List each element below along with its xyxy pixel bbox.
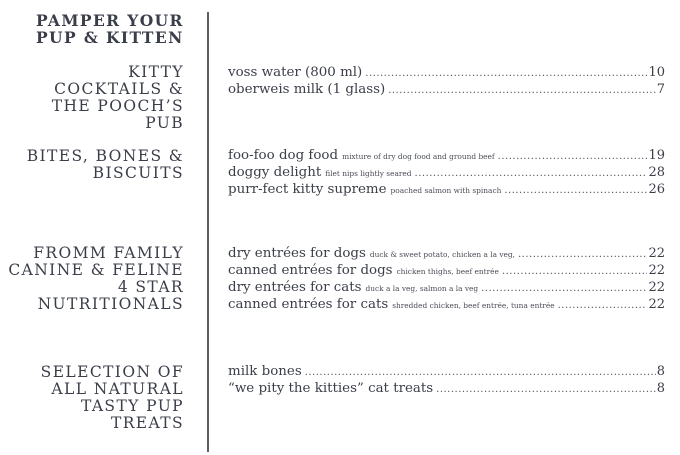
menu-item: [228, 64, 665, 81]
menu-item: [228, 363, 665, 380]
section-title-drinks: KITTY COCKTAILS & THE POOCH’S PUB: [51, 63, 184, 132]
item-description: mixture of dry dog food and ground beef: [342, 152, 495, 161]
item-leader: [502, 263, 648, 280]
section-items-drinks: [228, 64, 665, 98]
item-leader: [498, 148, 648, 165]
item-price: 28: [648, 165, 665, 180]
item-price: 8: [656, 364, 665, 379]
menu-item: [228, 164, 665, 181]
item-price: 26: [648, 182, 665, 197]
menu-divider: [207, 12, 209, 452]
section-title-treats: SELECTION OF ALL NATURAL TASTY PUP TREATS: [40, 363, 184, 432]
item-leader: [504, 182, 647, 199]
item-price: 22: [648, 280, 665, 295]
item-leader: [436, 381, 656, 398]
page-title: PAMPER YOUR PUP & KITTEN: [36, 11, 184, 47]
item-description: duck a la veg, salmon a la veg: [365, 284, 479, 293]
item-description: duck & sweet potato, chicken a la veg,: [369, 250, 515, 259]
menu-item: [228, 245, 665, 262]
menu-item: [228, 279, 665, 296]
item-name: milk bones: [228, 364, 302, 379]
item-name: doggy delight: [228, 165, 322, 180]
item-price: 22: [648, 297, 665, 312]
menu-item: [228, 262, 665, 279]
menu-item: [228, 380, 665, 397]
item-description: shredded chicken, beef entrée, tuna entrée: [392, 301, 555, 310]
item-name: “we pity the kitties” cat treats: [228, 381, 434, 396]
section-items-treats: [228, 363, 665, 397]
item-price: 19: [648, 148, 665, 163]
section-title-bites: BITES, BONES & BISCUITS: [26, 147, 184, 182]
item-name: oberweis milk (1 glass): [228, 82, 386, 97]
item-leader: [305, 364, 656, 381]
item-leader: [365, 65, 647, 82]
item-price: 10: [648, 65, 665, 80]
item-description: poached salmon with spinach: [390, 186, 502, 195]
item-name: foo-foo dog food: [228, 148, 339, 163]
item-name: dry entrées for dogs: [228, 246, 366, 261]
item-leader: [415, 165, 648, 182]
item-name: dry entrées for cats: [228, 280, 362, 295]
section-items-bites: [228, 147, 665, 198]
section-title-fromm: FROMM FAMILY CANINE & FELINE 4 STAR NUTRITIONALS: [8, 244, 184, 313]
item-price: 8: [656, 381, 665, 396]
item-name: canned entrées for cats: [228, 297, 389, 312]
item-name: voss water (800 ml): [228, 65, 363, 80]
item-leader: [518, 246, 647, 263]
menu-item: [228, 81, 665, 98]
menu-item: [228, 181, 665, 198]
item-price: 22: [648, 263, 665, 278]
item-description: chicken thighs, beef entrée: [396, 267, 499, 276]
item-leader: [388, 82, 656, 99]
item-leader: [481, 280, 647, 297]
item-price: 22: [648, 246, 665, 261]
item-leader: [558, 297, 648, 314]
item-price: 7: [656, 82, 665, 97]
section-items-fromm: [228, 245, 665, 313]
item-name: purr-fect kitty supreme: [228, 182, 387, 197]
item-name: canned entrées for dogs: [228, 263, 393, 278]
item-description: filet nips lightly seared: [325, 169, 412, 178]
menu-item: [228, 296, 665, 313]
menu-item: [228, 147, 665, 164]
